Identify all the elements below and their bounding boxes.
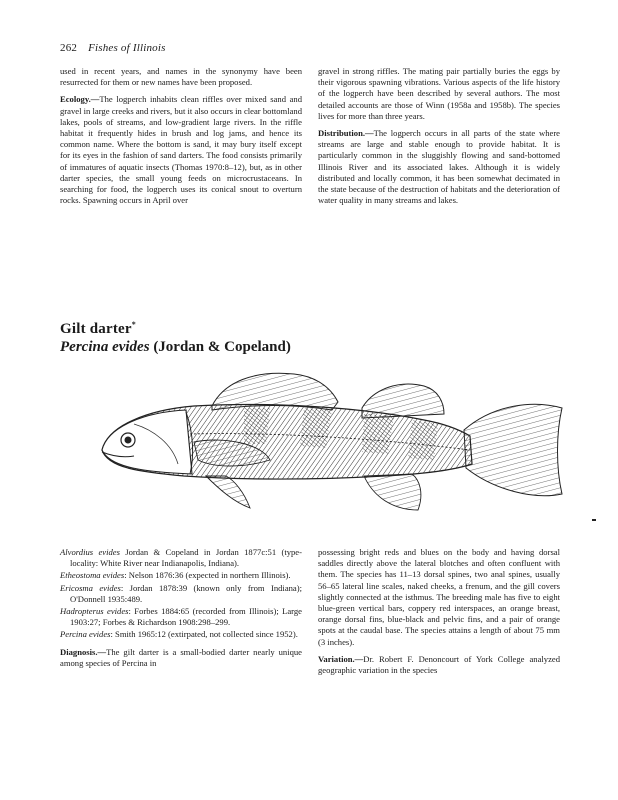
caudal-fin — [464, 404, 562, 495]
distribution-heading: Distribution.— — [318, 128, 374, 139]
fish-illustration — [94, 364, 566, 534]
variation-text: Dr. Robert F. Denoncourt of York College analyzed geographic variation in the species — [318, 653, 560, 676]
scientific-name — [60, 339, 291, 356]
common-name-mark: * — [131, 320, 136, 329]
column-bottom-right — [318, 547, 560, 682]
common-name: Gilt darter* — [60, 320, 136, 337]
paragraph-continuation: gravel in strong riffles. The mating pair partially buries the eggs by their vigorous spawning vibrations. Various aspects of the life history of the logperch have been described by several authors. The most detailed accounts are those of Winn (1958a and 1958b). The species lives for more than three years. — [318, 66, 560, 121]
synonym-entry: Etheostoma evides: Nelson 1876:36 (expected in northern Illinois). — [60, 570, 291, 581]
page-number: 262 — [60, 42, 78, 54]
synonym-entry: Hadropterus evides: Forbes 1884:65 (recorded from Illinois); Large 1903:27; Forbes & Richardson 1908:298–299. — [60, 606, 302, 628]
fish-head — [102, 410, 192, 474]
stray-mark — [592, 519, 596, 521]
epithet: evides — [112, 339, 150, 355]
synonym-entry: Percina evides: Smith 1965:12 (extirpated, not collected since 1952). — [60, 629, 298, 640]
column-bottom-left — [60, 547, 302, 675]
description-paragraph: possessing bright reds and blues on the body and having dorsal saddles directly above the lateral blotches and often confluent with them. The species has 11–13 dorsal spines, two anal spines, usually 56–65 lateral line scales, naked cheeks, a frenum, and the gill covers slightly connected at the isthmus. The breeding male has five to eight blue-green vertical bars, coppery red interspaces, an orange breast, orange dorsal fins, blue-black and pelvic fins, and a pair of orange spots at the caudal base. The species attains a length of about 75 mm (3 inches). — [318, 547, 560, 647]
paragraph-continuation: used in recent years, and names in the synonymy have been resurrected for them or new names have been proposed. — [60, 66, 302, 88]
running-title: Fishes of Illinois — [88, 42, 166, 54]
genus: Percina — [60, 339, 109, 355]
distribution-text: The logperch occurs in all parts of the state where streams are large and stable enough to provide habitat. It is particularly common in the sluggishly flowing and sand-bottomed Illinois River and its associated lakes. Although it is widely distributed and locally common, it has been somewhat decimated in the state because of the destruction of habitats and the deterioration of water quality in many streams and lakes. — [318, 128, 560, 206]
distribution-paragraph — [318, 128, 560, 206]
species-heading — [60, 320, 291, 356]
diagnosis-heading: Diagnosis.— — [60, 646, 107, 657]
anal-fin — [364, 474, 421, 510]
variation-heading: Variation.— — [318, 653, 364, 664]
synonym-entry: Alvordius evides Jordan & Copeland in Jordan 1877c:51 (type-locality: White River near Indianapolis, Indiana). — [60, 547, 302, 569]
running-header — [60, 42, 166, 54]
synonymy — [60, 547, 302, 641]
variation-paragraph — [318, 654, 560, 676]
column-top-left — [60, 66, 302, 212]
ecology-heading: Ecology.— — [60, 94, 100, 105]
diagnosis-text: The gilt darter is a small-bodied darter nearly unique among species of Percina in — [60, 646, 302, 668]
synonym-entry: Ericosma evides: Jordan 1878:39 (known only from Indiana); O'Donnell 1935:489. — [60, 582, 302, 604]
pelvic-fin — [206, 476, 250, 508]
ecology-text: The logperch inhabits clean riffles over mixed sand and gravel in large creeks and rivers, but it also occurs in clear bottomland lakes, pools of streams, and low-gradient large rivers. In the riffle habitat it frequently hides in brush and log jams, and hence its common name. Where the bottom is sand, it may bury itself except for its eyes in the fashion of sand darters. The food consists primarily of immatures of aquatic insects (Thomas 1970:8–12), but, as in other darter species, the small young feeds on microcrustaceans. In searching for food, the logperch uses its conical snout to overturn rocks. Spawning occurs in April over — [60, 94, 302, 206]
column-top-right — [318, 66, 560, 212]
ecology-paragraph — [60, 94, 302, 206]
diagnosis-paragraph — [60, 647, 302, 669]
authority: (Jordan & Copeland) — [153, 339, 291, 355]
